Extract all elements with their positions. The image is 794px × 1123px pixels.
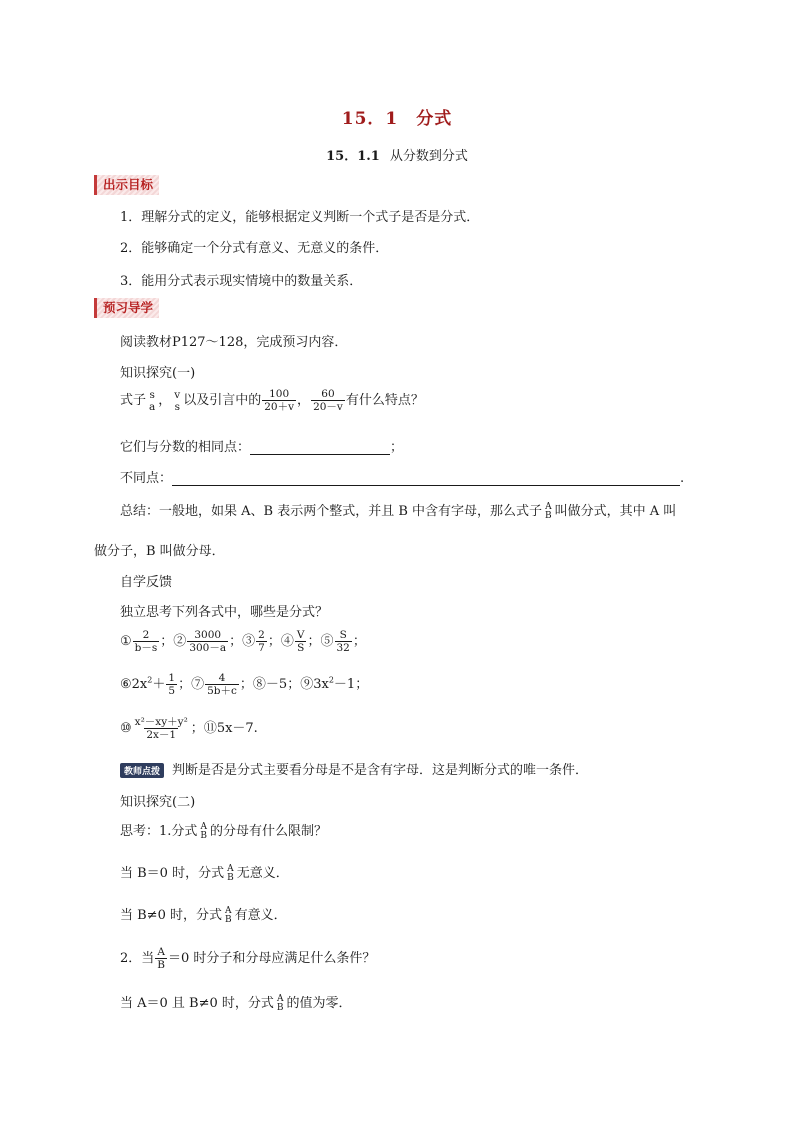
fraction-a-b: A B: [545, 501, 552, 521]
b-zero-line: 当 B＝0 时，分式 A B 无意义．: [120, 863, 289, 883]
diff-point-blank[interactable]: [172, 471, 680, 486]
explore1-title: 知识探究(一): [120, 366, 196, 381]
expr-2: $\frac{3000}{300-a}$: [189, 629, 227, 654]
fraction-60: $\frac{60}{20-v}$: [313, 388, 343, 413]
expr-3: $\frac{2}{7}$: [258, 629, 265, 654]
fraction-a-b-6: A B: [276, 993, 284, 1013]
fraction-a-b-4: A B: [224, 905, 232, 925]
answer-line: 当 A＝0 且 B≠0 时，分式 A B 的值为零．: [120, 993, 352, 1013]
subtitle-number: 15．1.1: [326, 149, 380, 164]
q-prefix: 式子: [120, 393, 147, 408]
expressions-row-1: ① $\frac{2}{b-s}$ ；② $\frac{3000}{300-a}$ ；③ $\frac{2}{7}$ ；④ $\frac{V}{S}$ ；⑤ $\frac{S}{32}$ ；: [120, 629, 366, 654]
fraction-a-b-2: A B: [200, 821, 208, 841]
reading-instruction: 阅读教材P127～128，完成预习内容．: [120, 335, 348, 350]
goal-item-2: 2．能够确定一个分式有意义、无意义的条件．: [120, 241, 389, 256]
expr-1: $\frac{2}{b-s}$: [134, 629, 158, 654]
expr-6-frac: $\frac{1}{5}$: [168, 672, 176, 697]
think-question-1: 思考：1.分式 A B 的分母有什么限制？: [120, 821, 328, 841]
expr-4: $\frac{V}{S}$: [296, 629, 305, 654]
expressions-row-3: ⑩ $\frac{\text{x²－xy＋y²}}{2x-1}$ ；⑪5x－7.: [120, 716, 258, 741]
fraction-100: $\frac{100}{20+v}$: [264, 388, 295, 413]
expressions-row-2: $⑥2x^2+$ $\frac{1}{5}$ ；⑦ $\frac{4}{5b+c}$ ；⑧－5；$⑨3x^2-1$；: [120, 672, 369, 697]
fraction-a-b-3: A B: [227, 863, 234, 883]
goal-item-1: 1．理解分式的定义，能够根据定义判断一个式子是否是分式．: [120, 210, 480, 225]
expr-5: $\frac{S}{32}$: [336, 629, 350, 654]
expr-10: $\frac{\text{x²－xy＋y²}}{2x-1}$: [134, 716, 188, 741]
page-title: 15．1 分式: [341, 109, 453, 129]
subtitle-text: 从分数到分式: [389, 149, 468, 164]
teacher-tip-text: 判断是否是分式主要看分母是不是含有字母．这是判断分式的唯一条件．: [172, 763, 589, 778]
question-features: 式子 s a ， v s 以及引言中的 $\frac{100}{20+v}$ ， $\frac{60}{20-v}$ 有什么特点？: [120, 388, 424, 413]
feedback-title: 自学反馈: [120, 575, 173, 590]
goal-item-3: 3．能用分式表示现实情境中的数量关系．: [120, 274, 363, 289]
page-subtitle: [0, 145, 794, 164]
expr-7: $\frac{4}{5b+c}$: [207, 672, 237, 697]
think-question-2: 2．当 $\frac{A}{B}$ ＝0 时分子和分母应满足什么条件？: [120, 946, 376, 971]
b-nonzero-line: 当 B≠0 时，分式 A B 有意义．: [120, 905, 287, 925]
fraction-v-s: v s: [174, 388, 181, 413]
fraction-s-a: s a: [149, 388, 156, 413]
summary-line-2: 做分子，B 叫做分母．: [94, 544, 225, 559]
same-point-line: 它们与分数的相同点： ；: [120, 440, 404, 455]
teacher-tip-icon: 教师点拨: [120, 763, 164, 778]
fraction-a-b-5: $\frac{A}{B}$: [157, 946, 165, 971]
same-point-blank[interactable]: [250, 440, 390, 455]
preview-badge: 预习导学: [94, 298, 159, 318]
feedback-question: 独立思考下列各式中，哪些是分式？: [120, 605, 329, 620]
explore2-title: 知识探究(二): [120, 795, 196, 810]
summary-line-1: 总结：一般地，如果 A、B 表示两个整式，并且 B 中含有字母，那么式子 A B 叫做分式，其中 A 叫: [120, 501, 677, 521]
diff-point-line: 不同点： .: [120, 471, 685, 486]
goals-badge: 出示目标: [94, 175, 159, 195]
teacher-tip: [120, 759, 588, 778]
